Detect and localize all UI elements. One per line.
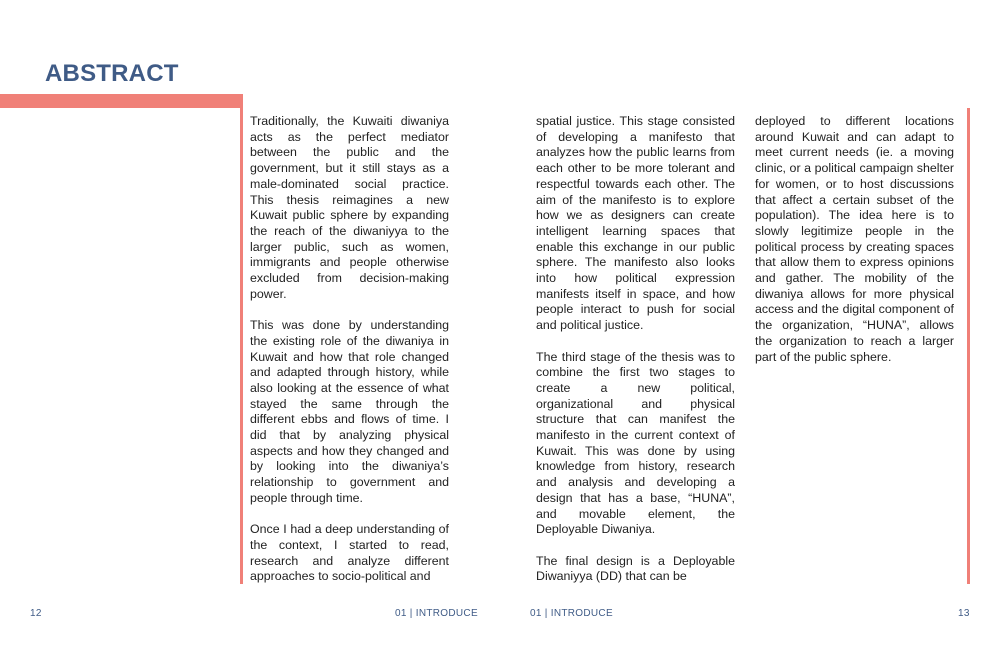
- paragraph: The third stage of the thesis was to combine the first two stages to create a new political, organizational and physical structure that can manifest the manifesto in the current context of Kuwait. This was done by using knowledge from history, research and analysis and developing a design that has a base, “HUNA”, and movable element, the Deployable Diwaniya.: [536, 349, 735, 537]
- right-page-number: 13: [958, 608, 970, 619]
- paragraph: The final design is a Deployable Diwaniyya (DD) that can be: [536, 553, 735, 584]
- paragraph: Once I had a deep understanding of the context, I started to read, research and analyze different approaches to socio-political and: [250, 522, 449, 584]
- text-column-3: [755, 114, 954, 381]
- left-section-label: 01 | INTRODUCE: [395, 608, 478, 619]
- page-title: ABSTRACT: [45, 60, 179, 87]
- text-column-2: [536, 114, 735, 601]
- paragraph: This was done by understanding the existing role of the diwaniya in Kuwait and how that role changed and adapted through history, while also looking at the essence of what stayed the same through the different ebbs and flows of time. I did that by analyzing physical aspects and how they changed and by looking into the diwaniya’s relationship to government and people through time.: [250, 318, 449, 505]
- text-column-1: [250, 114, 449, 601]
- paragraph: spatial justice. This stage consisted of developing a manifesto that analyzes how the public learns from each other to be more tolerant and respectful towards each other. The aim of the manifesto is to explore how we as designers can create intelligent learning spaces that enable this exchange in our public sphere. The manifesto also looks into how political expression manifests itself in space, and how people interact to push for social and political justice.: [536, 114, 735, 333]
- paragraph: deployed to different locations around Kuwait and can adapt to meet current needs (ie. a moving clinic, or a political campaign shelter for women, or to host discussions that affect a certain subset of the population). The idea here is to slowly legitimize people in the political process by creating spaces that allow them to express opinions and gather. The mobility of the diwaniya allows for more physical access and the digital component of the organization, “HUNA”, allows the organization to reach a larger part of the public sphere.: [755, 114, 954, 364]
- paragraph: Traditionally, the Kuwaiti diwaniya acts as the perfect mediator between the public and the government, but it still stays as a male-dominated social practice. This thesis reimagines a new Kuwait public sphere by expanding the reach of the diwaniyya to the larger public, such as women, immigrants and people otherwise excluded from decision-making power.: [250, 114, 449, 301]
- accent-bar: [0, 94, 243, 108]
- left-page-number: 12: [30, 608, 42, 619]
- accent-divider-left: [240, 94, 243, 584]
- accent-divider-right: [967, 108, 970, 584]
- right-section-label: 01 | INTRODUCE: [530, 608, 613, 619]
